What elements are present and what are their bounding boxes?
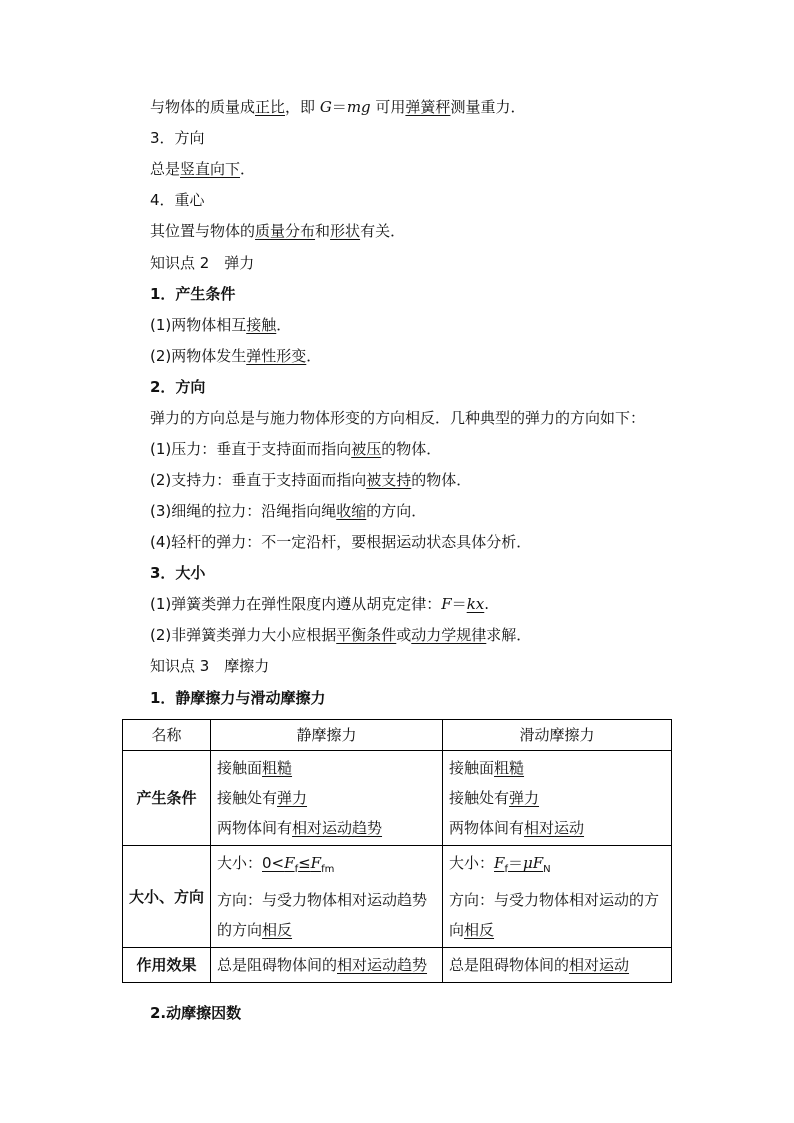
text: 两物体间有	[449, 819, 525, 837]
row-head-effect: 作用效果	[123, 948, 211, 983]
friction-comparison-table	[122, 719, 672, 983]
answer-blank: 相反	[262, 921, 293, 939]
gravity-direction-line	[150, 159, 255, 179]
text: ．	[240, 160, 256, 178]
subscript: f	[294, 864, 299, 875]
subscript: N	[543, 864, 551, 875]
knowledge-point-3-heading: 知识点 3 摩擦力	[150, 657, 270, 675]
text: 的物体．	[381, 440, 442, 458]
text: 的方向．	[366, 502, 427, 520]
text: 和	[315, 222, 331, 240]
text: 大小：	[217, 854, 263, 872]
elastic-condition-1	[150, 315, 291, 335]
elastic-magnitude-heading: 3．大小	[150, 564, 206, 582]
answer-blank: kx	[466, 595, 485, 613]
text: 总是	[150, 160, 181, 178]
knowledge-point-2-heading: 知识点 2 弹力	[150, 254, 255, 272]
text: (1)两物体相互	[150, 316, 247, 334]
answer-blank: 被支持	[366, 471, 412, 489]
text: ，即	[285, 98, 320, 116]
formula-symbol: μF	[522, 854, 544, 872]
text: 总是阻碍物体间的	[217, 956, 338, 974]
answer-blank: 相对运动	[524, 819, 585, 837]
text: 其位置与物体的	[150, 222, 256, 240]
formula-symbol: G	[319, 98, 332, 116]
text: ＝	[451, 595, 467, 613]
answer-blank: 接触	[246, 316, 277, 334]
elastic-magnitude-2	[150, 625, 531, 645]
text: 或	[396, 626, 412, 644]
text: ．	[276, 316, 292, 334]
text: (1)弹簧类弹力在弹性限度内遵从胡克定律：	[150, 595, 442, 613]
text: 求解．	[486, 626, 532, 644]
gravity-direction-heading: 3．方向	[150, 129, 205, 147]
subscript: fm	[321, 864, 335, 875]
static-conditions-cell	[211, 751, 443, 846]
text: 测量重力．	[450, 98, 526, 116]
text: 两物体间有	[217, 819, 293, 837]
answer-blank: 弹簧秤	[405, 98, 451, 116]
formula-symbol: F	[284, 854, 295, 872]
text: 接触处有	[217, 789, 278, 807]
static-size-direction-cell	[211, 846, 443, 948]
elastic-direction-4: (4)轻杆的弹力：不一定沿杆，要根据运动状态具体分析．	[150, 533, 532, 551]
answer-blank: 相对运动趋势	[292, 819, 383, 837]
answer-blank: 弹力	[277, 789, 308, 807]
row-head-size-direction: 大小、方向	[123, 846, 211, 948]
text: (2)非弹簧类弹力大小应根据	[150, 626, 337, 644]
answer-blank: 相对运动	[569, 956, 630, 974]
friction-coefficient-heading: 2.动摩擦因数	[150, 1004, 242, 1022]
text: (3)细绳的拉力：沿绳指向绳	[150, 502, 337, 520]
static-effect-cell	[211, 948, 443, 983]
answer-blank: 收缩	[336, 502, 367, 520]
table-row	[123, 948, 672, 983]
table-header-name: 名称	[123, 720, 211, 751]
answer-blank: 粗糙	[262, 759, 293, 777]
table-row	[123, 846, 672, 948]
text: 可用	[370, 98, 406, 116]
text: .	[484, 595, 490, 613]
text: ≤	[298, 854, 311, 872]
text: 接触面	[449, 759, 495, 777]
text: 接触面	[217, 759, 263, 777]
sliding-effect-cell	[443, 948, 672, 983]
answer-blank: 平衡条件	[336, 626, 397, 644]
elastic-condition-heading: 1．产生条件	[150, 285, 236, 303]
answer-blank: 被压	[351, 440, 382, 458]
text: (1)压力：垂直于支持面而指向	[150, 440, 352, 458]
elastic-condition-2	[150, 346, 321, 366]
text: ＝	[331, 98, 347, 116]
answer-blank	[494, 854, 551, 875]
answer-blank: 形状	[330, 222, 361, 240]
row-head-conditions: 产生条件	[123, 751, 211, 846]
answer-blank	[262, 854, 335, 875]
text: 与物体的质量成	[150, 98, 256, 116]
gravity-mass-line	[150, 97, 525, 117]
table-header-sliding: 滑动摩擦力	[443, 720, 672, 751]
formula-symbol: F	[441, 595, 452, 613]
elastic-direction-1	[150, 439, 441, 459]
text: ＝	[507, 854, 523, 872]
elastic-magnitude-1	[150, 594, 489, 614]
text: ．	[306, 347, 322, 365]
answer-blank: 竖直向下	[180, 160, 241, 178]
elastic-direction-2	[150, 470, 471, 490]
sliding-size-direction-cell	[443, 846, 672, 948]
text: 0<	[262, 854, 285, 872]
table-header-row	[123, 720, 672, 751]
formula-symbol: F	[310, 854, 322, 872]
answer-blank: 相对运动趋势	[337, 956, 428, 974]
text: 接触处有	[449, 789, 510, 807]
text: 有关．	[360, 222, 406, 240]
gravity-center-heading: 4．重心	[150, 191, 205, 209]
answer-blank: 相反	[464, 921, 495, 939]
answer-blank: 粗糙	[494, 759, 525, 777]
friction-subheading: 1．静摩擦力与滑动摩擦力	[150, 689, 326, 707]
text: (2)两物体发生	[150, 347, 247, 365]
gravity-center-line	[150, 221, 405, 241]
answer-blank: 弹性形变	[246, 347, 307, 365]
text: 方向：与受力物体相对运动趋势的方向	[217, 891, 428, 939]
answer-blank: 弹力	[509, 789, 540, 807]
text: (2)支持力：垂直于支持面而指向	[150, 471, 367, 489]
text: 方向：与受力物体相对运动的方向	[449, 891, 660, 939]
elastic-direction-intro: 弹力的方向总是与施力物体形变的方向相反．几种典型的弹力的方向如下：	[150, 409, 646, 427]
elastic-direction-3	[150, 501, 426, 521]
text: 总是阻碍物体间的	[449, 956, 570, 974]
answer-blank: 质量分布	[255, 222, 316, 240]
subscript: f	[504, 864, 508, 875]
table-header-static: 静摩擦力	[211, 720, 443, 751]
text: 大小：	[449, 854, 495, 872]
formula-symbol: F	[494, 854, 505, 872]
answer-blank: 正比	[255, 98, 286, 116]
sliding-conditions-cell	[443, 751, 672, 846]
text: 的物体．	[411, 471, 472, 489]
table-row	[123, 751, 672, 846]
elastic-direction-heading: 2．方向	[150, 378, 206, 396]
answer-blank: 动力学规律	[411, 626, 487, 644]
formula-symbol: mg	[346, 98, 371, 116]
